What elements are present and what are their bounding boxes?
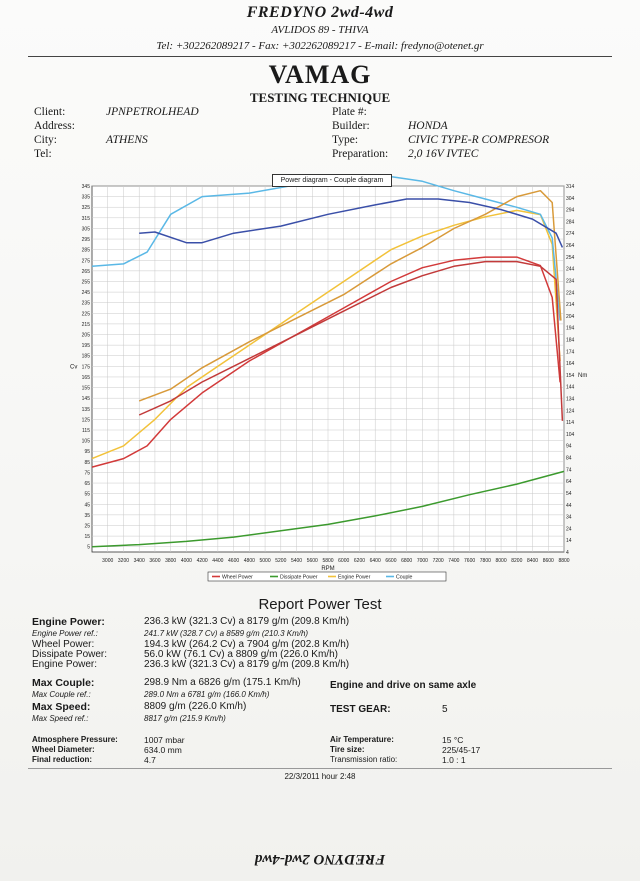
- max-couple-ref-label: Max Couple ref.:: [32, 690, 91, 699]
- y-right-tick-label: 74: [566, 467, 572, 474]
- x-tick-label: 8800: [558, 558, 570, 564]
- transmission-ratio-value: 1.0 : 1: [442, 755, 466, 765]
- y-left-tick-label: 285: [81, 247, 90, 254]
- y-right-tick-label: 294: [566, 207, 575, 214]
- y-left-tick-label: 195: [81, 343, 90, 350]
- x-tick-label: 4400: [212, 558, 224, 564]
- x-tick-label: 8200: [511, 558, 523, 564]
- x-tick-label: 6200: [353, 558, 366, 564]
- x-tick-label: 6600: [385, 558, 397, 564]
- max-couple-label: Max Couple:: [32, 677, 95, 689]
- client-label: Client:: [34, 106, 66, 118]
- y-right-tick-label: 94: [566, 443, 572, 450]
- y-left-tick-label: 65: [84, 481, 90, 488]
- x-tick-label: 4800: [243, 558, 255, 564]
- x-tick-label: 3000: [102, 558, 114, 564]
- report-date: 22/3/2011 hour 2:48: [284, 772, 356, 781]
- y-left-tick-label: 145: [81, 396, 90, 403]
- y-left-tick-label: 155: [81, 385, 90, 392]
- brand-title: VAMAG: [268, 60, 372, 89]
- chart-title: Power diagram - Couple diagram: [272, 174, 392, 187]
- y-left-tick-label: 275: [81, 258, 90, 265]
- dissipate-power-label: Dissipate Power:: [32, 649, 108, 660]
- x-tick-label: 4200: [196, 558, 208, 564]
- wheel-diameter-value: 634.0 mm: [144, 745, 182, 755]
- y-left-tick-label: 25: [84, 523, 90, 530]
- legend-label: Dissipate Power: [280, 574, 318, 581]
- y-right-tick-label: 224: [566, 290, 575, 297]
- x-tick-label: 6000: [338, 558, 350, 564]
- y-right-tick-label: 124: [566, 408, 575, 415]
- y-right-tick-label: 214: [566, 302, 575, 309]
- y-left-tick-label: 35: [84, 512, 90, 519]
- x-tick-label: 5600: [306, 558, 318, 564]
- y-right-tick-label: 14: [566, 538, 572, 545]
- y-left-tick-label: 265: [81, 268, 90, 275]
- y-right-tick-label: 84: [566, 455, 572, 462]
- max-speed-ref-value: 8817 g/m (215.9 Km/h): [144, 714, 226, 723]
- y-left-tick-label: 295: [81, 237, 90, 244]
- y-left-tick-label: 105: [81, 438, 90, 445]
- x-tick-label: 3600: [149, 558, 161, 564]
- dissipate-power-value: 56.0 kW (76.1 Cv) a 8809 g/m (226.0 Km/h): [144, 649, 338, 660]
- y-left-tick-label: 335: [81, 194, 90, 201]
- y-left-tick-label: 305: [81, 226, 90, 233]
- type-value: CIVIC TYPE-R COMPRESOR: [408, 134, 550, 146]
- y-left-tick-label: 15: [84, 534, 90, 541]
- air-temperature-label: Air Temperature:: [330, 735, 394, 744]
- y-left-axis-label: Cv: [70, 364, 78, 371]
- x-tick-label: 3400: [133, 558, 145, 564]
- y-left-tick-label: 215: [81, 321, 90, 328]
- y-right-tick-label: 194: [566, 325, 575, 332]
- tire-size-value: 225/45-17: [442, 745, 481, 755]
- air-temperature-value: 15 °C: [442, 735, 464, 745]
- x-tick-label: 7800: [479, 558, 491, 564]
- y-right-tick-label: 274: [566, 231, 575, 238]
- report-title: Report Power Test: [258, 596, 382, 613]
- max-speed-ref-label: Max Speed ref.:: [32, 714, 89, 723]
- x-tick-label: 8600: [542, 558, 554, 564]
- y-right-tick-label: 244: [566, 266, 575, 273]
- client-value: JPNPETROLHEAD: [106, 106, 199, 118]
- city-value: ATHENS: [106, 134, 148, 146]
- legend-label: Engine Power: [338, 574, 371, 581]
- x-tick-label: 7600: [464, 558, 476, 564]
- wheel-power-label: Wheel Power:: [32, 639, 95, 650]
- engine-power-2-label: Engine Power:: [32, 659, 98, 670]
- x-tick-label: 5800: [322, 558, 334, 564]
- engine-power-ref-value: 241.7 kW (328.7 Cv) a 8589 g/m (210.3 Km/h): [144, 629, 309, 638]
- axle-note: Engine and drive on same axle: [330, 680, 477, 691]
- y-left-tick-label: 235: [81, 300, 90, 307]
- x-tick-label: 5200: [275, 558, 287, 564]
- y-left-tick-label: 75: [84, 470, 90, 477]
- transmission-ratio-label: Transmission ratio:: [330, 755, 398, 764]
- y-right-tick-label: 174: [566, 349, 575, 356]
- y-left-tick-label: 315: [81, 215, 90, 222]
- y-left-tick-label: 55: [84, 491, 90, 498]
- builder-label: Builder:: [332, 120, 370, 132]
- preparation-label: Preparation:: [332, 148, 389, 160]
- y-right-tick-label: 184: [566, 337, 575, 344]
- y-left-tick-label: 85: [84, 459, 90, 466]
- header-divider: [28, 56, 612, 57]
- y-right-tick-label: 254: [566, 254, 575, 261]
- x-tick-label: 7000: [416, 558, 428, 564]
- y-right-tick-label: 44: [566, 502, 572, 509]
- y-right-tick-label: 144: [566, 384, 575, 391]
- y-right-tick-label: 164: [566, 361, 575, 368]
- y-right-tick-label: 4: [566, 550, 569, 556]
- y-left-tick-label: 185: [81, 353, 90, 360]
- y-right-tick-label: 24: [566, 526, 572, 533]
- engine-power-2-value: 236.3 kW (321.3 Cv) a 8179 g/m (209.8 Km/h): [144, 659, 350, 670]
- x-tick-label: 8000: [495, 558, 507, 564]
- max-speed-value: 8809 g/m (226.0 Km/h): [144, 701, 247, 712]
- atm-pressure-value: 1007 mbar: [144, 735, 185, 745]
- x-tick-label: 4600: [228, 558, 240, 564]
- test-gear-label: TEST GEAR:: [330, 704, 391, 715]
- test-gear-value: 5: [442, 704, 448, 715]
- y-left-tick-label: 345: [81, 184, 90, 190]
- x-tick-label: 7400: [448, 558, 460, 564]
- plate-label: Plate #:: [332, 106, 367, 118]
- y-right-tick-label: 284: [566, 219, 575, 226]
- x-tick-label: 3800: [165, 558, 177, 564]
- x-tick-label: 6400: [369, 558, 381, 564]
- y-right-tick-label: 114: [566, 420, 574, 427]
- x-tick-label: 6800: [401, 558, 413, 564]
- company-address: AVLIDOS 89 - THIVA: [271, 24, 369, 36]
- x-tick-label: 8400: [526, 558, 539, 564]
- engine-power-label: Engine Power:: [32, 616, 105, 628]
- x-tick-label: 5400: [290, 558, 303, 564]
- y-left-tick-label: 205: [81, 332, 90, 339]
- y-right-tick-label: 54: [566, 490, 572, 497]
- preparation-value: 2,0 16V IVTEC: [408, 148, 479, 160]
- y-left-tick-label: 5: [87, 544, 90, 551]
- builder-value: HONDA: [408, 120, 448, 132]
- max-speed-label: Max Speed:: [32, 701, 91, 713]
- wheel-power-value: 194.3 kW (264.2 Cv) a 7904 g/m (202.8 Km/h): [144, 639, 350, 650]
- city-label: City:: [34, 134, 58, 146]
- x-tick-label: 5000: [259, 558, 271, 564]
- x-tick-label: 3200: [117, 558, 130, 564]
- tel-label: Tel:: [34, 148, 52, 160]
- y-right-axis-label: Nm: [578, 372, 588, 379]
- y-right-tick-label: 264: [566, 243, 575, 250]
- y-right-tick-label: 304: [566, 195, 575, 202]
- address-label: Address:: [34, 120, 75, 132]
- y-left-tick-label: 245: [81, 290, 90, 297]
- final-reduction-label: Final reduction:: [32, 755, 92, 764]
- y-right-tick-label: 104: [566, 431, 575, 438]
- y-left-tick-label: 325: [81, 205, 90, 212]
- y-left-tick-label: 165: [81, 374, 90, 381]
- y-left-tick-label: 175: [81, 364, 90, 371]
- type-label: Type:: [332, 134, 359, 146]
- x-axis-label: RPM: [321, 566, 335, 572]
- engine-power-ref-label: Engine Power ref.:: [32, 629, 98, 638]
- y-left-tick-label: 95: [84, 449, 90, 456]
- company-contact: Tel: +302262089217 - Fax: +302262089217 - E-mail: fredyno@otenet.gr: [156, 40, 484, 52]
- atm-pressure-label: Atmosphere Pressure:: [32, 735, 118, 744]
- y-right-tick-label: 314: [566, 184, 575, 190]
- footer-divider: [28, 768, 612, 769]
- company-name: FREDYNO 2wd-4wd: [246, 4, 394, 21]
- legend-label: Couple: [396, 574, 413, 581]
- y-left-tick-label: 255: [81, 279, 90, 286]
- engine-power-value: 236.3 kW (321.3 Cv) a 8179 g/m (209.8 Km/h): [144, 616, 350, 627]
- y-left-tick-label: 225: [81, 311, 90, 318]
- y-left-tick-label: 115: [82, 428, 90, 434]
- legend-label: Wheel Power: [222, 574, 253, 581]
- max-couple-ref-value: 289.0 Nm a 6781 g/m (166.0 Km/h): [144, 690, 270, 699]
- max-couple-value: 298.9 Nm a 6826 g/m (175.1 Km/h): [144, 677, 301, 688]
- y-left-tick-label: 125: [81, 417, 90, 424]
- y-right-tick-label: 234: [566, 278, 575, 285]
- y-left-tick-label: 45: [84, 502, 90, 509]
- wheel-diameter-label: Wheel Diameter:: [32, 745, 95, 754]
- y-right-tick-label: 154: [566, 372, 575, 379]
- x-tick-label: 4000: [180, 558, 192, 564]
- y-left-tick-label: 135: [81, 406, 90, 413]
- x-tick-label: 7200: [432, 558, 444, 564]
- mirrored-brand-watermark: FREDYNO 2wd-4wd: [254, 851, 386, 867]
- y-right-tick-label: 64: [566, 479, 572, 486]
- tire-size-label: Tire size:: [330, 745, 365, 754]
- y-right-tick-label: 204: [566, 313, 575, 320]
- y-right-tick-label: 134: [566, 396, 575, 403]
- power-couple-chart: [64, 172, 588, 598]
- final-reduction-value: 4.7: [144, 755, 156, 765]
- y-right-tick-label: 34: [566, 514, 572, 521]
- brand-subtitle: TESTING TECHNIQUE: [249, 90, 391, 105]
